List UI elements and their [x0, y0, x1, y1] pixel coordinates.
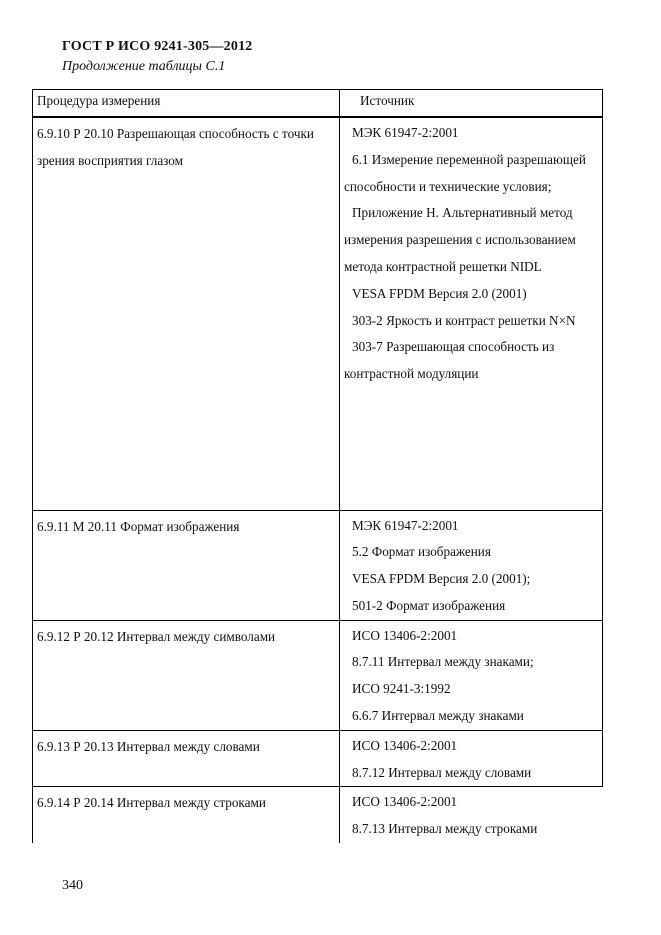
- procedure-cell: 6.9.14 Р 20.14 Интервал между строками: [33, 787, 340, 843]
- source-line: МЭК 61947-2:2001: [352, 517, 459, 533]
- source-line: ИСО 13406-2:2001: [352, 737, 458, 753]
- table-continuation-caption: Продолжение таблицы С.1: [62, 59, 226, 74]
- source-line: VESA FPDM Версия 2.0 (2001): [352, 285, 527, 301]
- source-line: 8.7.11 Интервал между знаками;: [352, 654, 534, 670]
- source-line: 501-2 Формат изображения: [352, 597, 506, 613]
- source-line: 8.7.13 Интервал между строками: [352, 821, 538, 837]
- source-line: 303-7 Разрешающая способность из контрастной модуляции: [344, 339, 555, 382]
- procedure-cell: 6.9.10 Р 20.10 Разрешающая способность с точки зрения восприятия глазом: [33, 117, 340, 510]
- table-row: [33, 787, 603, 843]
- source-line: 6.6.7 Интервал между знаками: [352, 708, 524, 724]
- table-header-row: [33, 90, 603, 118]
- procedure-cell: 6.9.13 Р 20.13 Интервал между словами: [33, 730, 340, 787]
- table-row: [33, 117, 603, 510]
- procedure-cell: 6.9.11 М 20.11 Формат изображения: [33, 510, 340, 620]
- column-header-source: Источник: [340, 90, 603, 118]
- source-line: 303-2 Яркость и контраст решетки N×N: [352, 312, 576, 328]
- source-line: Приложение Н. Альтернативный метод измерения разрешения с использованием метода контрастной решетки NIDL: [344, 205, 576, 274]
- page-number: 340: [62, 878, 83, 893]
- source-line: 8.7.12 Интервал между словами: [352, 764, 532, 780]
- source-line: 6.1 Измерение переменной разрешающей способности и технические условия;: [344, 151, 586, 194]
- source-cell: [340, 787, 603, 843]
- source-line: ИСО 13406-2:2001: [352, 794, 458, 810]
- source-cell: [340, 117, 603, 510]
- source-line: 5.2 Формат изображения: [352, 544, 491, 560]
- source-cell: [340, 620, 603, 730]
- procedure-cell: 6.9.12 Р 20.12 Интервал между символами: [33, 620, 340, 730]
- table-row: [33, 510, 603, 620]
- source-line: VESA FPDM Версия 2.0 (2001);: [352, 571, 531, 587]
- column-header-procedure: Процедура измерения: [33, 90, 340, 118]
- table-row: [33, 730, 603, 787]
- measurement-sources-table: [32, 89, 603, 843]
- source-line: ИСО 9241-3:1992: [352, 681, 451, 697]
- source-line: ИСО 13406-2:2001: [352, 627, 458, 643]
- source-cell: [340, 510, 603, 620]
- document-title: ГОСТ Р ИСО 9241-305—2012: [62, 39, 253, 54]
- source-cell: [340, 730, 603, 787]
- table-row: [33, 620, 603, 730]
- source-line: МЭК 61947-2:2001: [352, 125, 459, 140]
